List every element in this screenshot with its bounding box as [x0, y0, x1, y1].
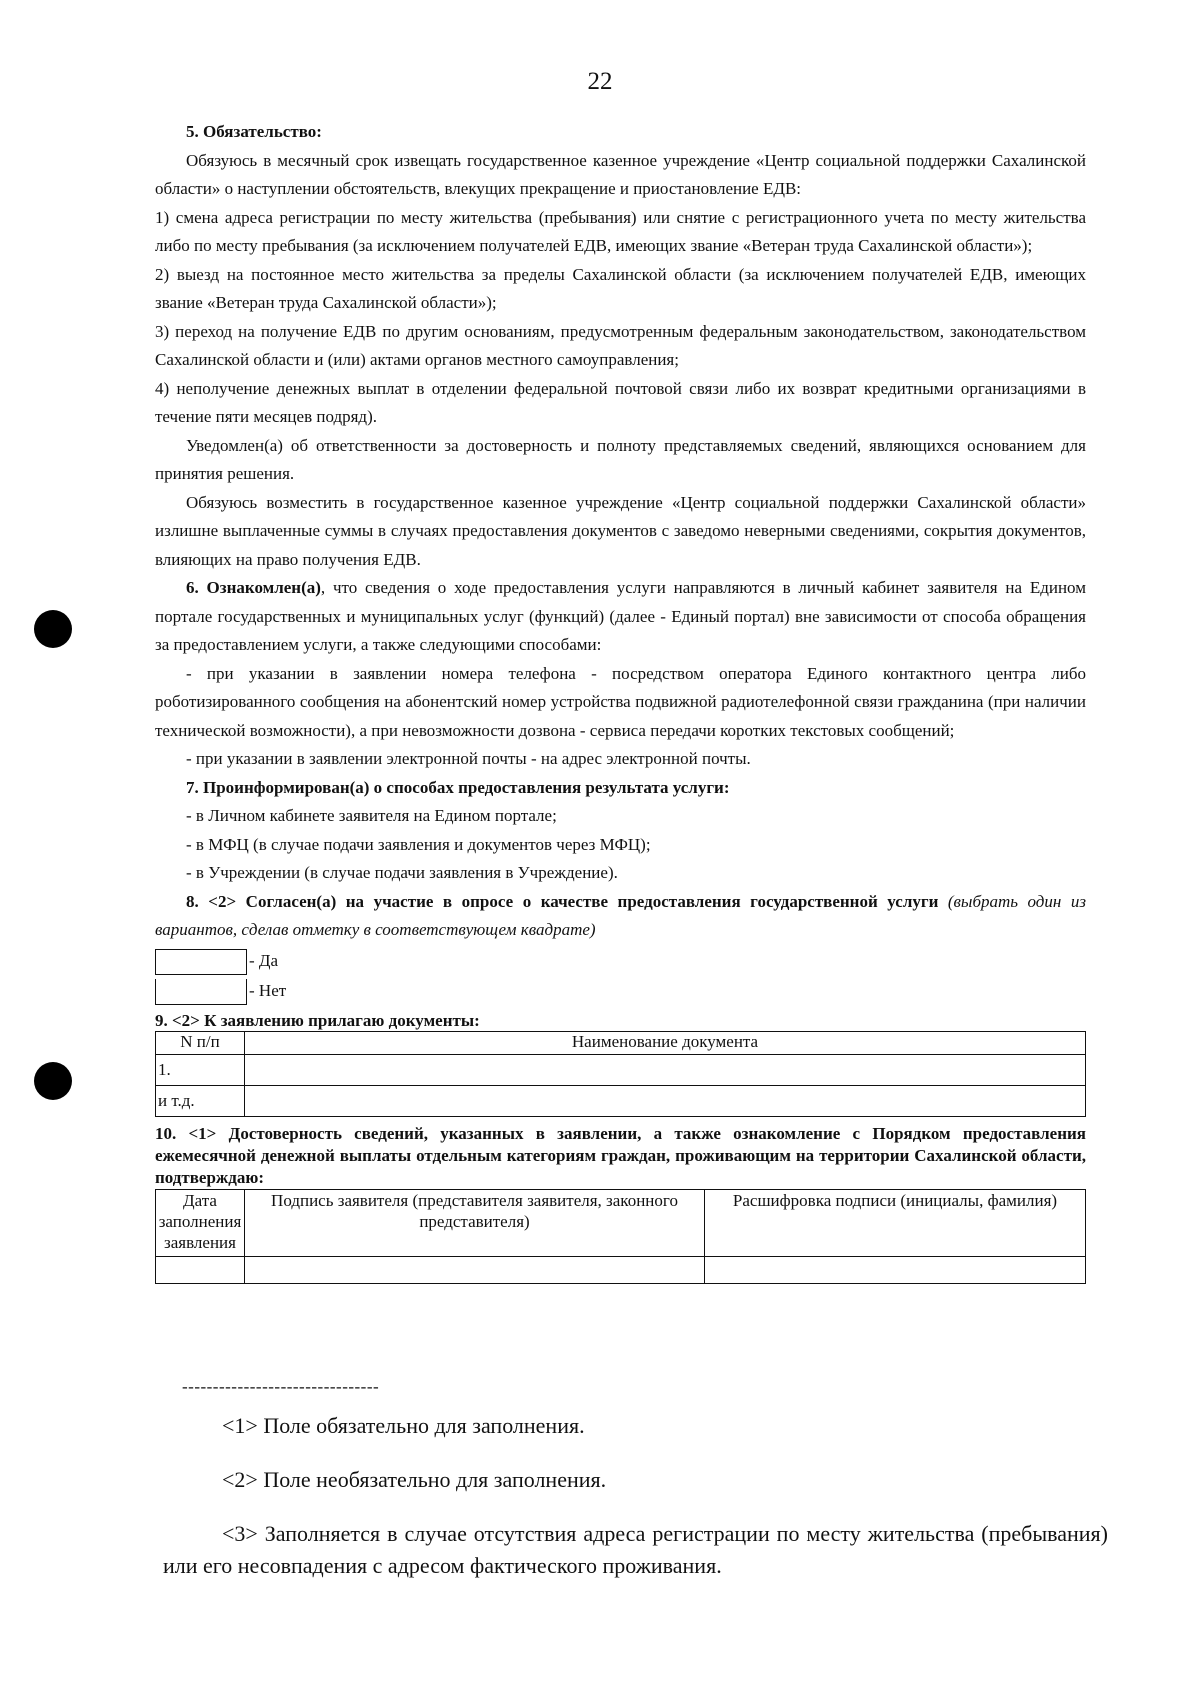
signature-cell[interactable]: [245, 1256, 705, 1283]
signature-table: [155, 1189, 1086, 1284]
section7-title: 7. Проинформирован(а) о способах предоставления результата услуги:: [186, 777, 730, 797]
survey-checkbox-group: [155, 947, 1086, 1009]
section6-item-1: - при указании в заявлении номера телефона - посредством оператора Единого контактного центра либо роботизированного сообщения на абонентский номер устройства подвижной радиотелефонной связи гражданина (при наличии технической возможности), а при невозможности дозвона - сервиса передачи коротких текстовых сообщений;: [155, 663, 1086, 740]
page-number: 22: [587, 68, 613, 95]
main-content: [155, 118, 1086, 1284]
table-row: [156, 1085, 1086, 1116]
documents-header-name: Наименование документа: [245, 1031, 1086, 1054]
documents-table: [155, 1031, 1086, 1117]
documents-table-header: [156, 1031, 1086, 1054]
section8-paragraph: [155, 888, 1086, 945]
survey-option-no: [155, 977, 1086, 1007]
signature-header-decoding: Расшифровка подписи (инициалы, фамилия): [705, 1189, 1086, 1256]
section9-title: 9. <2> К заявлению прилагаю документы:: [155, 1010, 480, 1030]
footnote-separator: --------------------------------: [182, 1377, 380, 1396]
section5-item-2: 2) выезд на постоянное место жительства за пределы Сахалинской области (за исключением получателей ЕДВ, имеющих звание «Ветеран труда Сахалинской области»);: [155, 264, 1086, 312]
documents-row-2-number: и т.д.: [156, 1085, 245, 1116]
section10-title: 10. <1> Достоверность сведений, указанных в заявлении, а также ознакомление с Порядком предоставления ежемесячной денежной выплаты отдельным категориям граждан, проживающим на территории Сахалинской области, подтверждаю:: [155, 1123, 1086, 1187]
section5-item-1: 1) смена адреса регистрации по месту жительства (пребывания) или снятие с регистрационного учета по месту жительства либо по месту пребывания (за исключением получателей ЕДВ, имеющих звание «Ветеран труда Сахалинской области»);: [155, 207, 1086, 255]
documents-header-number: N п/п: [156, 1031, 245, 1054]
footnote-2: <2> Поле необязательно для заполнения.: [222, 1467, 607, 1492]
section6-item-2: - при указании в заявлении электронной почты - на адрес электронной почты.: [186, 749, 751, 768]
table-row: [156, 1054, 1086, 1085]
signature-table-header: [156, 1189, 1086, 1256]
section5-paragraph-3: Обязуюсь возместить в государственное казенное учреждение «Центр социальной поддержки Сахалинской области» излишне выплаченные суммы в случаях предоставления документов с заведомо неверными сведениями, сокрытия документов, влияющих на право получения ЕДВ.: [155, 492, 1086, 569]
section6-text: , что сведения о ходе предоставления услуги направляются в личный кабинет заявителя на Едином портале государственных и муниципальных услуг (функций) (далее - Единый портал) вне зависимости от способа обращения за предоставлением услуги, а также следующими способами:: [155, 578, 1086, 654]
survey-yes-checkbox[interactable]: [155, 949, 247, 975]
signature-header-signature: Подпись заявителя (представителя заявителя, законного представителя): [245, 1189, 705, 1256]
section5-title: 5. Обязательство:: [186, 122, 322, 141]
signature-date-cell[interactable]: [156, 1256, 245, 1283]
section8-note: (выбрать один из вариантов, сделав отметку в соответствующем квадрате): [155, 891, 1086, 939]
survey-yes-label: - Да: [249, 951, 279, 971]
footnote-3: <3> Заполняется в случае отсутствия адреса регистрации по месту жительства (пребывания) или его несовпадения с адресом фактического проживания.: [163, 1521, 1108, 1578]
section5-item-4: 4) неполучение денежных выплат в отделении федеральной почтовой связи либо их возврат кредитными организациями в течение пяти месяцев подряд).: [155, 378, 1086, 426]
punch-hole-top: [34, 610, 72, 648]
documents-row-1-name[interactable]: [245, 1054, 1086, 1085]
survey-option-yes: [155, 947, 1086, 977]
section6-paragraph: [155, 574, 1086, 660]
section5-paragraph-1: Обязуюсь в месячный срок извещать государственное казенное учреждение «Центр социальной поддержки Сахалинской области» о наступлении обстоятельств, влекущих прекращение и приостановление ЕДВ:: [155, 150, 1086, 198]
section7-item-1: - в Личном кабинете заявителя на Едином портале;: [186, 806, 557, 825]
section7-item-2: - в МФЦ (в случае подачи заявления и документов через МФЦ);: [186, 834, 651, 854]
signature-header-date: Дата заполнения заявления: [156, 1189, 245, 1256]
section6-title: 6. Ознакомлен(а): [186, 578, 321, 597]
survey-no-label: - Нет: [249, 981, 287, 1001]
footnotes: [163, 1410, 1108, 1582]
section7-item-3: - в Учреждении (в случае подачи заявления в Учреждение).: [186, 863, 618, 882]
table-row: [156, 1256, 1086, 1283]
documents-row-2-name[interactable]: [245, 1085, 1086, 1116]
section8-title: 8. <2> Согласен(а) на участие в опросе о качестве предоставления государственной услуги: [186, 891, 939, 911]
section5-paragraph-2: Уведомлен(а) об ответственности за достоверность и полноту представляемых сведений, являющихся основанием для принятия решения.: [155, 435, 1086, 483]
signature-decoding-cell[interactable]: [705, 1256, 1086, 1283]
footnote-1: <1> Поле обязательно для заполнения.: [222, 1413, 585, 1438]
documents-row-1-number: 1.: [156, 1054, 245, 1085]
punch-hole-bottom: [34, 1062, 72, 1100]
survey-no-checkbox[interactable]: [155, 979, 247, 1005]
section5-item-3: 3) переход на получение ЕДВ по другим основаниям, предусмотренным федеральным законодательством, законодательством Сахалинской области и (или) актами органов местного самоуправления;: [155, 321, 1086, 369]
